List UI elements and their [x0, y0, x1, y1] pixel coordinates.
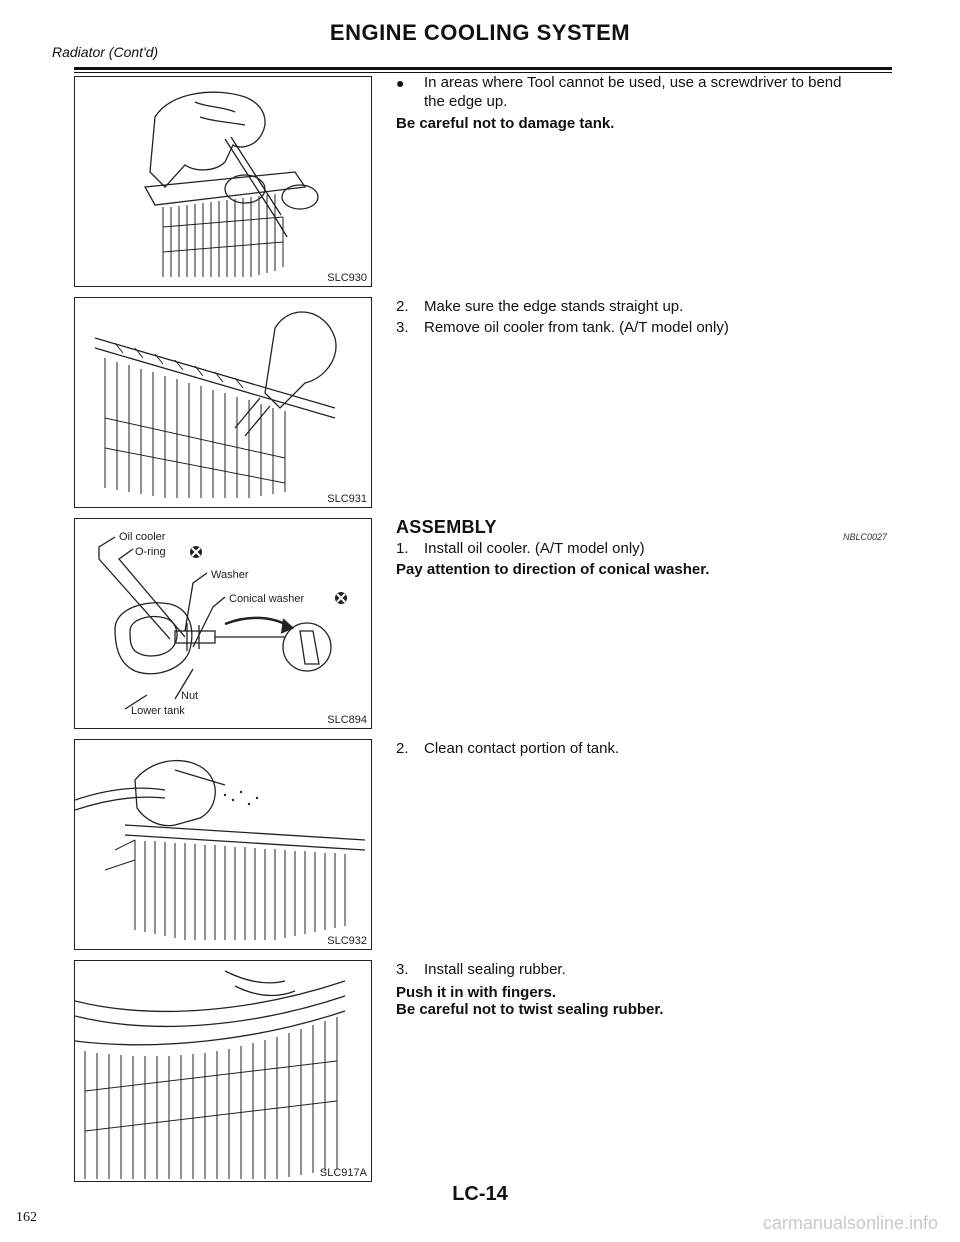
- step-2-number: 2.: [396, 298, 409, 315]
- bullet-line-1: In areas where Tool cannot be used, use a screwdriver to bend: [424, 74, 842, 91]
- figure-code: SLC917A: [319, 1167, 367, 1179]
- figure-code: SLC932: [327, 935, 367, 947]
- figure-screwdriver-bend: [74, 76, 372, 287]
- figure-code: SLC930: [327, 272, 367, 284]
- step-2-text: Make sure the edge stands straight up.: [424, 298, 684, 315]
- figure-clean-contact: [74, 739, 372, 950]
- radiator-screwdriver-illustration: [75, 77, 371, 286]
- figure-code: SLC931: [327, 493, 367, 505]
- assembly-step-3-number: 3.: [396, 961, 409, 978]
- figure-oil-cooler-diagram: [74, 518, 372, 729]
- label-o-ring: O-ring: [135, 546, 166, 558]
- assembly-step-2-number: 2.: [396, 740, 409, 757]
- assembly-note-push: Push it in with fingers.: [396, 984, 557, 1001]
- label-oil-cooler: Oil cooler: [119, 531, 166, 543]
- watermark-text: carmanualsonline.info: [762, 1213, 938, 1233]
- assembly-note-twist: Be careful not to twist sealing rubber.: [396, 1001, 664, 1018]
- bullet-line-2: the edge up.: [424, 93, 508, 110]
- radiator-cleaning-illustration: [75, 740, 371, 949]
- section-subtitle: Radiator (Cont'd): [52, 44, 159, 60]
- assembly-heading: ASSEMBLY: [396, 517, 497, 537]
- bullet-marker: ●: [396, 75, 405, 91]
- assembly-step-2-text: Clean contact portion of tank.: [424, 740, 620, 757]
- figure-pliers-edge: [74, 297, 372, 508]
- header-rule: [74, 67, 892, 70]
- label-lower-tank: Lower tank: [131, 705, 185, 717]
- radiator-sealing-rubber-illustration: [75, 961, 371, 1181]
- page-label: LC-14: [452, 1183, 508, 1205]
- step-3-number: 3.: [396, 319, 409, 336]
- label-washer: Washer: [211, 569, 249, 581]
- assembly-note-conical-washer: Pay attention to direction of conical washer.: [396, 561, 710, 578]
- assembly-step-3-text: Install sealing rubber.: [424, 961, 566, 978]
- figure-sealing-rubber: [74, 960, 372, 1182]
- oil-cooler-assembly-diagram: [75, 519, 371, 728]
- label-nut: Nut: [181, 690, 199, 702]
- figure-code: SLC894: [327, 714, 367, 726]
- radiator-pliers-illustration: [75, 298, 371, 507]
- page-number: 162: [16, 1210, 37, 1225]
- bullet-text: [424, 73, 904, 111]
- label-conical-washer: Conical washer: [229, 593, 305, 605]
- caution-tank: Be careful not to damage tank.: [396, 115, 615, 132]
- assembly-step-1-number: 1.: [396, 540, 409, 557]
- assembly-step-1-text: Install oil cooler. (A/T model only): [424, 540, 645, 557]
- step-3-text: Remove oil cooler from tank. (A/T model only): [424, 319, 729, 336]
- page-title: ENGINE COOLING SYSTEM: [329, 20, 631, 45]
- assembly-ref-code: NBLC0027: [843, 532, 888, 542]
